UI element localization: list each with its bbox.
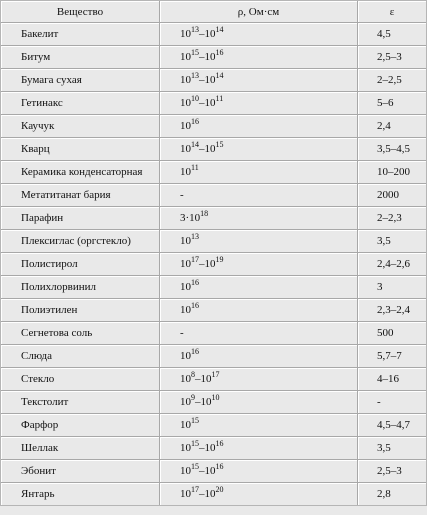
power-exponent: 16 [191,347,199,356]
header-resistivity: ρ, Ом·см [160,1,358,23]
resistivity-text: - [180,189,184,201]
power-base: 10 [180,51,191,63]
substance-cell: Эбонит [1,460,160,483]
substance-cell: Слюда [1,345,160,368]
substance-cell: Парафин [1,207,160,230]
power-exponent: 16 [191,278,199,287]
power-base: 10 [180,120,191,132]
substance-cell: Гетинакс [1,92,160,115]
substance-cell: Бакелит [1,23,160,46]
substance-cell: Полихлорвинил [1,276,160,299]
resistivity-text: - [180,327,184,339]
resistivity-cell [160,92,358,115]
permittivity-cell: 10–200 [358,161,426,184]
table-row [1,207,426,230]
table-row [1,46,426,69]
power-exponent: 15 [215,140,224,149]
permittivity-cell: 2,5–3 [358,46,426,69]
resistivity-cell [160,483,358,505]
permittivity-cell: 2–2,3 [358,207,426,230]
header-substance: Вещество [1,1,160,23]
power-base: 10 [204,258,216,270]
power-base: 10 [180,465,191,477]
power-exponent: 16 [215,462,224,471]
table-row [1,299,426,322]
power-base: 10 [180,28,191,40]
power-base: 10 [180,396,191,408]
power-exponent: 16 [191,117,199,126]
header-row [1,1,426,23]
resistivity-cell [160,414,358,437]
power-exponent: 14 [215,25,224,34]
power-exponent: 20 [215,485,224,494]
power-exponent: 18 [200,209,209,218]
table-row [1,460,426,483]
substance-cell: Плексиглас (оргстекло) [1,230,160,253]
resistivity-text: – [199,51,205,63]
table-row [1,23,426,46]
substance-cell: Битум [1,46,160,69]
resistivity-cell [160,115,358,138]
permittivity-cell: 4–16 [358,368,426,391]
power-base: 10 [180,442,191,454]
permittivity-cell: 5,7–7 [358,345,426,368]
power-base: 10 [204,143,216,155]
power-base: 10 [180,488,191,500]
substance-cell: Бумага сухая [1,69,160,92]
permittivity-cell: 5–6 [358,92,426,115]
resistivity-cell [160,207,358,230]
table-row [1,368,426,391]
power-base: 10 [180,97,191,109]
resistivity-cell [160,230,358,253]
substance-cell: Сегнетова соль [1,322,160,345]
resistivity-cell [160,276,358,299]
power-exponent: 19 [215,255,224,264]
resistivity-cell [160,138,358,161]
power-base: 10 [204,51,216,63]
power-base: 10 [204,97,216,109]
table-row [1,276,426,299]
permittivity-cell: 2,4 [358,115,426,138]
resistivity-cell [160,46,358,69]
power-base: 10 [200,396,212,408]
resistivity-text: – [199,97,205,109]
table-row [1,253,426,276]
power-base: 10 [180,304,191,316]
power-exponent: 11 [215,94,224,103]
table-row [1,230,426,253]
resistivity-cell [160,460,358,483]
permittivity-cell: 3,5 [358,230,426,253]
permittivity-cell: 2,5–3 [358,460,426,483]
power-base: 10 [204,442,216,454]
power-exponent: 15 [191,462,199,471]
table-row [1,138,426,161]
power-base: 10 [200,373,212,385]
power-base: 10 [180,350,191,362]
power-base: 10 [180,235,191,247]
substance-cell: Стекло [1,368,160,391]
power-exponent: 13 [191,232,199,241]
resistivity-cell [160,345,358,368]
permittivity-cell: 2,3–2,4 [358,299,426,322]
resistivity-cell [160,437,358,460]
table-row [1,414,426,437]
table-row [1,391,426,414]
power-base: 10 [204,74,216,86]
power-base: 10 [180,258,191,270]
power-base: 10 [180,143,191,155]
resistivity-text: – [199,442,205,454]
resistivity-cell [160,322,358,345]
substance-cell: Керамика конденсаторная [1,161,160,184]
substance-cell: Каучук [1,115,160,138]
header-permittivity: ε [358,1,426,23]
permittivity-cell: 3,5 [358,437,426,460]
power-exponent: 13 [191,71,199,80]
resistivity-text: – [199,488,205,500]
substance-cell: Кварц [1,138,160,161]
power-base: 10 [204,488,216,500]
power-base: 10 [180,74,191,86]
resistivity-cell [160,69,358,92]
power-exponent: 14 [215,71,224,80]
permittivity-cell: 2–2,5 [358,69,426,92]
table-row [1,322,426,345]
resistivity-cell [160,253,358,276]
power-exponent: 16 [191,301,199,310]
power-exponent: 16 [215,48,224,57]
permittivity-cell: 3,5–4,5 [358,138,426,161]
power-exponent: 17 [191,485,199,494]
power-base: 10 [204,28,216,40]
power-base: 10 [204,465,216,477]
substance-cell: Янтарь [1,483,160,505]
power-base: 10 [180,166,191,178]
table-row [1,345,426,368]
power-base: 10 [180,281,191,293]
substance-cell: Фарфор [1,414,160,437]
power-exponent: 17 [211,370,220,379]
resistivity-text: – [199,143,205,155]
resistivity-cell [160,368,358,391]
resistivity-text: – [195,373,201,385]
power-base: 10 [189,212,201,224]
power-exponent: 17 [191,255,199,264]
power-exponent: 15 [191,439,199,448]
power-base: 10 [180,373,191,385]
table-row [1,437,426,460]
table-row [1,161,426,184]
resistivity-text: – [199,258,205,270]
power-base: 10 [180,419,191,431]
substance-cell: Текстолит [1,391,160,414]
power-exponent: 15 [191,48,199,57]
permittivity-cell: 4,5–4,7 [358,414,426,437]
power-exponent: 9 [191,393,195,402]
substance-cell: Метатитанат бария [1,184,160,207]
table-body [1,23,426,505]
permittivity-cell: 4,5 [358,23,426,46]
resistivity-cell [160,161,358,184]
power-exponent: 11 [191,163,199,172]
power-exponent: 10 [191,94,199,103]
table-row [1,92,426,115]
table-row [1,184,426,207]
resistivity-text: – [199,28,205,40]
resistivity-cell [160,23,358,46]
table-row [1,115,426,138]
permittivity-cell: 2000 [358,184,426,207]
power-exponent: 13 [191,25,199,34]
substance-cell: Полиэтилен [1,299,160,322]
resistivity-text: 3· [180,212,190,224]
substance-cell: Полистирол [1,253,160,276]
table-row [1,483,426,505]
resistivity-text: – [199,74,205,86]
resistivity-cell [160,184,358,207]
resistivity-cell [160,299,358,322]
substance-cell: Шеллак [1,437,160,460]
power-exponent: 8 [191,370,195,379]
table-row [1,69,426,92]
power-exponent: 14 [191,140,199,149]
power-exponent: 16 [215,439,224,448]
permittivity-cell: - [358,391,426,414]
permittivity-cell: 2,8 [358,483,426,505]
permittivity-cell: 3 [358,276,426,299]
power-exponent: 10 [211,393,220,402]
permittivity-cell: 500 [358,322,426,345]
resistivity-text: – [195,396,201,408]
resistivity-text: – [199,465,205,477]
power-exponent: 15 [191,416,199,425]
permittivity-cell: 2,4–2,6 [358,253,426,276]
resistivity-cell [160,391,358,414]
